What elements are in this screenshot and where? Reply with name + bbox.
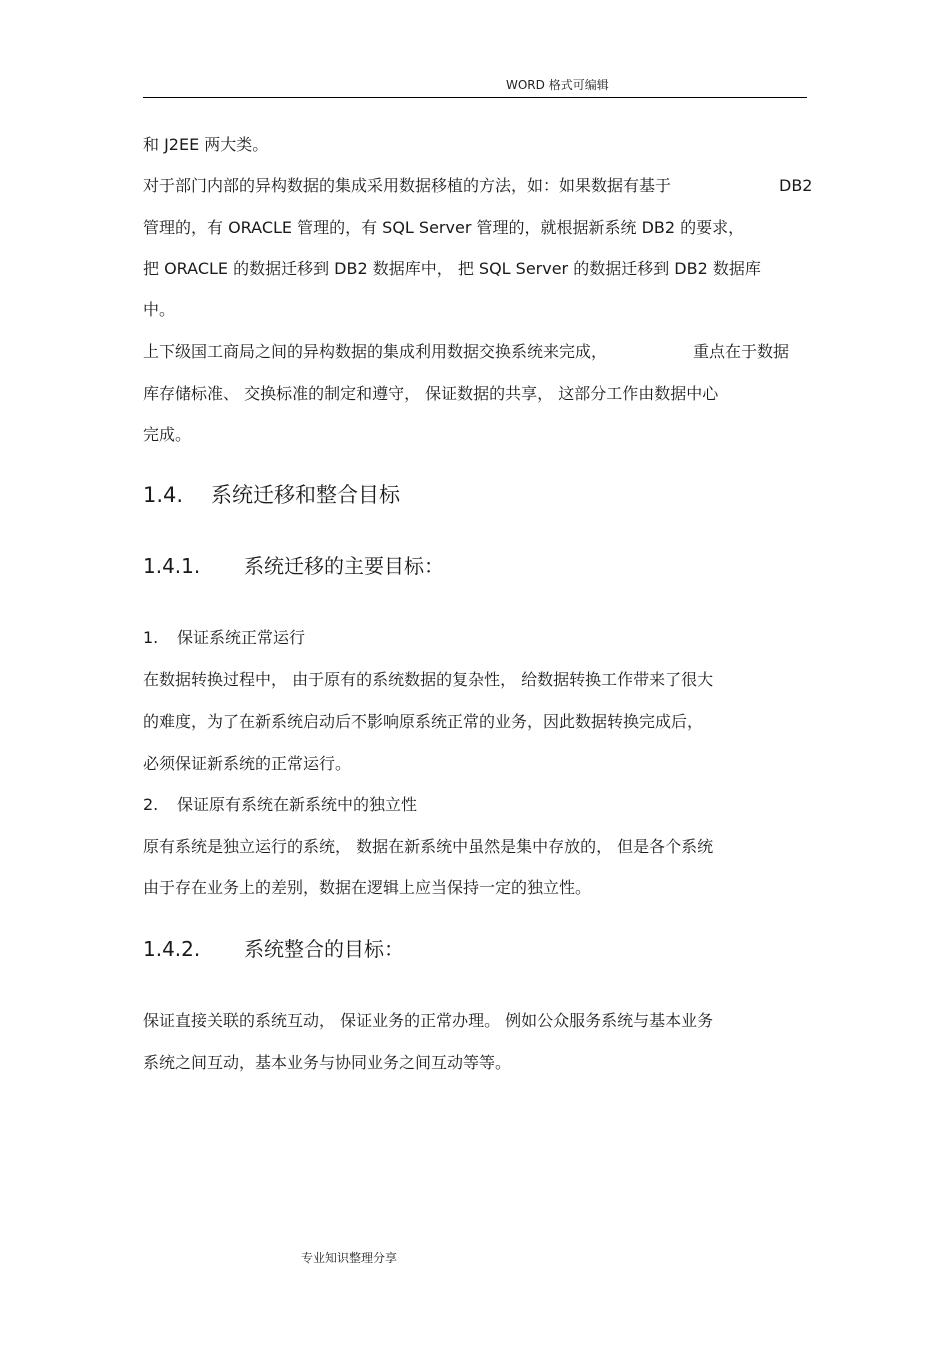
subsection-number: 1.4.2.: [143, 937, 201, 961]
paragraph-line-tail: DB2: [779, 176, 813, 195]
subsection-title: 系统迁移的主要目标：: [244, 554, 444, 578]
paragraph-line: 上下级国工商局之间的异构数据的集成利用数据交换系统来完成，: [143, 342, 608, 361]
page-footer: 专业知识整理分享: [301, 1251, 398, 1265]
list-item-number: 1.: [143, 628, 159, 647]
paragraph-line: 管理的，有 ORACLE 管理的，有 SQL Server 管理的，就根据新系统 DB2 的要求，: [143, 218, 745, 237]
list-item-number: 2.: [143, 795, 159, 814]
paragraph-line: 必须保证新系统的正常运行。: [143, 754, 352, 773]
paragraph-line: 中。: [143, 300, 176, 319]
paragraph-line: 保证直接关联的系统互动， 保证业务的正常办理。 例如公众服务系统与基本业务: [143, 1011, 714, 1030]
paragraph-line: 把 ORACLE 的数据迁移到 DB2 数据库中， 把 SQL Server 的数据迁移到 DB2 数据库: [143, 259, 761, 278]
list-item-title: 保证原有系统在新系统中的独立性: [177, 795, 418, 814]
paragraph-line: 由于存在业务上的差别，数据在逻辑上应当保持一定的独立性。: [143, 878, 592, 897]
paragraph-line: 和 J2EE 两大类。: [143, 135, 269, 154]
subsection-title: 系统整合的目标：: [244, 937, 404, 961]
paragraph-line: 原有系统是独立运行的系统， 数据在新系统中虽然是集中存放的， 但是各个系统: [143, 837, 714, 856]
paragraph-line: 库存储标准、 交换标准的制定和遵守， 保证数据的共享， 这部分工作由数据中心: [143, 384, 719, 403]
paragraph-line-tail: 重点在于数据: [693, 342, 790, 361]
paragraph-line: 在数据转换过程中， 由于原有的系统数据的复杂性， 给数据转换工作带来了很大: [143, 670, 714, 689]
subsection-number: 1.4.1.: [143, 554, 201, 578]
paragraph-line: 完成。: [143, 425, 192, 444]
paragraph-line: 的难度，为了在新系统启动后不影响原系统正常的业务，因此数据转换完成后，: [143, 712, 704, 731]
list-item-title: 保证系统正常运行: [177, 628, 306, 647]
section-number: 1.4.: [143, 483, 184, 507]
header-rule: [143, 97, 807, 98]
page-header: WORD 格式可编辑: [506, 78, 609, 92]
paragraph-line: 对于部门内部的异构数据的集成采用数据移植的方法，如：如果数据有基于: [143, 176, 672, 195]
paragraph-line: 系统之间互动，基本业务与协同业务之间互动等等。: [143, 1053, 512, 1072]
section-title: 系统迁移和整合目标: [211, 483, 400, 507]
